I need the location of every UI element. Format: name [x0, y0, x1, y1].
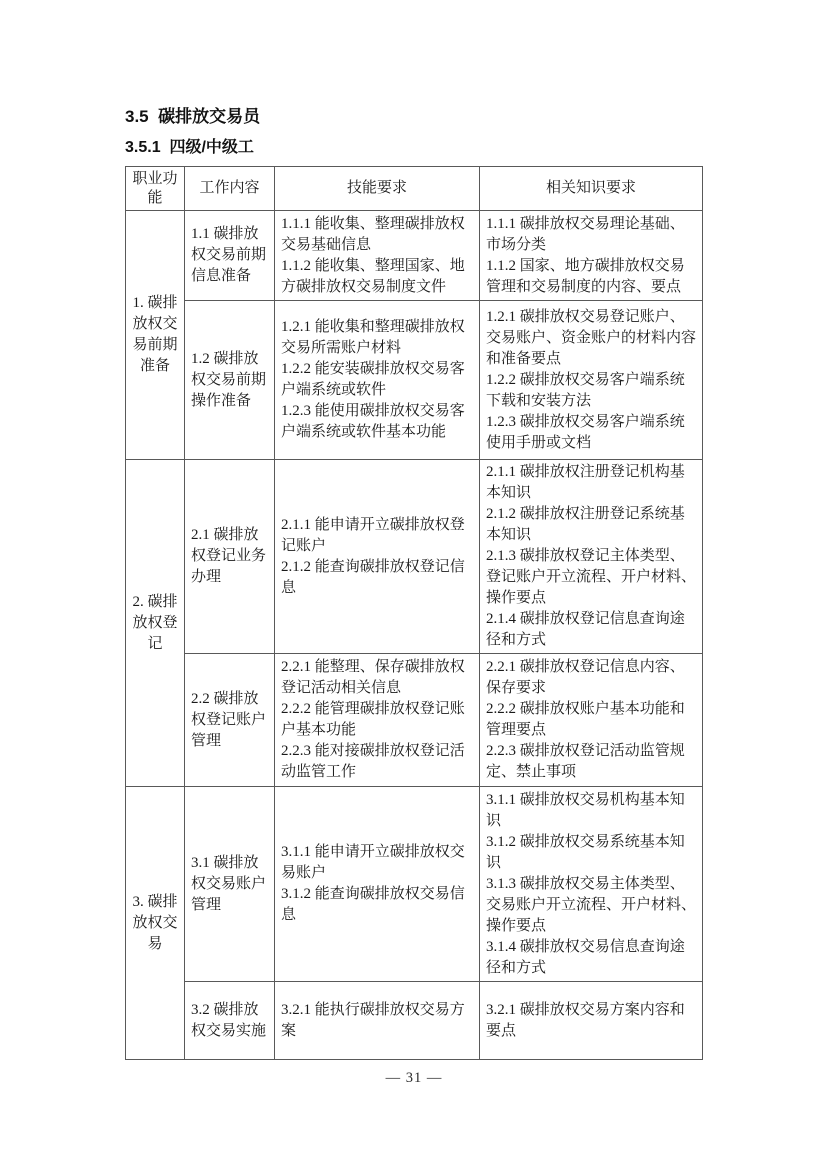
function-cell-registration: 2. 碳排放权登记 [126, 460, 185, 787]
page-number: — 31 — [385, 1070, 443, 1086]
knowledge-cell [480, 654, 703, 787]
skill-item: 1.2.1 能收集和整理碳排放权交易所需账户材料 [281, 319, 465, 356]
knowledge-item: 2.2.1 碳排放权登记信息内容、保存要求 [486, 659, 685, 696]
skills-cell [275, 460, 480, 654]
function-cell-trading: 3. 碳排放权交易 [126, 787, 185, 1060]
table-row [126, 301, 703, 460]
skill-item: 3.1.1 能申请开立碳排放权交易账户 [281, 844, 465, 881]
skill-item: 2.2.2 能管理碳排放权登记账户基本功能 [281, 701, 465, 738]
knowledge-item: 1.1.2 国家、地方碳排放权交易管理和交易制度的内容、要点 [486, 257, 685, 295]
skill-item: 2.1.1 能申请开立碳排放权登记账户 [281, 516, 465, 554]
table-row [126, 787, 703, 982]
skill-item: 1.1.1 能收集、整理碳排放权交易基础信息 [281, 215, 465, 253]
knowledge-cell [480, 211, 703, 301]
skills-cell [275, 982, 480, 1060]
knowledge-item: 1.1.1 碳排放权交易理论基础、市场分类 [486, 215, 685, 253]
work-content-cell: 2.2 碳排放权登记账户管理 [185, 654, 275, 787]
table-header-row [126, 167, 703, 211]
knowledge-item: 2.2.3 碳排放权登记活动监管规定、禁止事项 [486, 743, 685, 780]
header-occupational-function: 职业功能 [126, 167, 185, 211]
skill-item: 1.2.2 能安装碳排放权交易客户端系统或软件 [281, 361, 465, 398]
knowledge-item: 2.1.1 碳排放权注册登记机构基本知识 [486, 464, 685, 501]
table-row [126, 654, 703, 787]
knowledge-cell [480, 982, 703, 1060]
work-content-cell: 3.2 碳排放权交易实施 [185, 982, 275, 1060]
knowledge-item: 2.1.2 碳排放权注册登记系统基本知识 [486, 506, 685, 543]
header-skill-requirements: 技能要求 [275, 167, 480, 211]
knowledge-cell [480, 787, 703, 982]
skills-cell [275, 301, 480, 460]
knowledge-item: 2.1.4 碳排放权登记信息查询途径和方式 [486, 611, 685, 648]
knowledge-item: 3.1.4 碳排放权交易信息查询途径和方式 [486, 938, 685, 976]
knowledge-item: 2.2.2 碳排放权账户基本功能和管理要点 [486, 701, 685, 738]
skill-item: 2.2.3 能对接碳排放权登记活动监管工作 [281, 743, 465, 780]
work-content-cell: 1.2 碳排放权交易前期操作准备 [185, 301, 275, 460]
function-cell-preparation: 1. 碳排放权交易前期准备 [126, 211, 185, 460]
skill-item: 3.1.2 能查询碳排放权交易信息 [281, 886, 465, 923]
table-row [126, 982, 703, 1060]
section-title: 3.5 碳排放交易员 [125, 107, 261, 126]
work-content-cell: 3.1 碳排放权交易账户管理 [185, 787, 275, 982]
knowledge-item: 1.2.3 碳排放权交易客户端系统使用手册或文档 [486, 413, 685, 451]
knowledge-cell [480, 301, 703, 460]
skills-cell [275, 787, 480, 982]
skills-cell [275, 654, 480, 787]
skill-item: 1.1.2 能收集、整理国家、地方碳排放权交易制度文件 [281, 257, 465, 295]
knowledge-item: 3.2.1 碳排放权交易方案内容和要点 [486, 1001, 685, 1039]
occupational-skill-table [125, 166, 703, 1060]
skill-item: 1.2.3 能使用碳排放权交易客户端系统或软件基本功能 [281, 403, 465, 440]
knowledge-item: 1.2.2 碳排放权交易客户端系统下载和安装方法 [486, 371, 685, 409]
skills-cell [275, 211, 480, 301]
knowledge-item: 3.1.1 碳排放权交易机构基本知识 [486, 791, 685, 829]
skill-item: 3.2.1 能执行碳排放权交易方案 [281, 1001, 465, 1039]
table-row [126, 211, 703, 301]
knowledge-cell [480, 460, 703, 654]
knowledge-item: 2.1.3 碳排放权登记主体类型、登记账户开立流程、开户材料、操作要点 [486, 548, 697, 606]
knowledge-item: 1.2.1 碳排放权交易登记账户、交易账户、资金账户的材料内容和准备要点 [486, 308, 697, 367]
knowledge-item: 3.1.3 碳排放权交易主体类型、交易账户开立流程、开户材料、操作要点 [486, 875, 697, 934]
work-content-cell: 1.1 碳排放权交易前期信息准备 [185, 211, 275, 301]
work-content-cell: 2.1 碳排放权登记业务办理 [185, 460, 275, 654]
header-work-content: 工作内容 [185, 167, 275, 211]
header-knowledge-requirements: 相关知识要求 [480, 167, 703, 211]
table-row [126, 460, 703, 654]
skill-item: 2.2.1 能整理、保存碳排放权登记活动相关信息 [281, 659, 465, 696]
subsection-title: 3.5.1 四级/中级工 [125, 139, 254, 156]
skill-item: 2.1.2 能查询碳排放权登记信息 [281, 558, 465, 596]
knowledge-item: 3.1.2 碳排放权交易系统基本知识 [486, 833, 685, 871]
